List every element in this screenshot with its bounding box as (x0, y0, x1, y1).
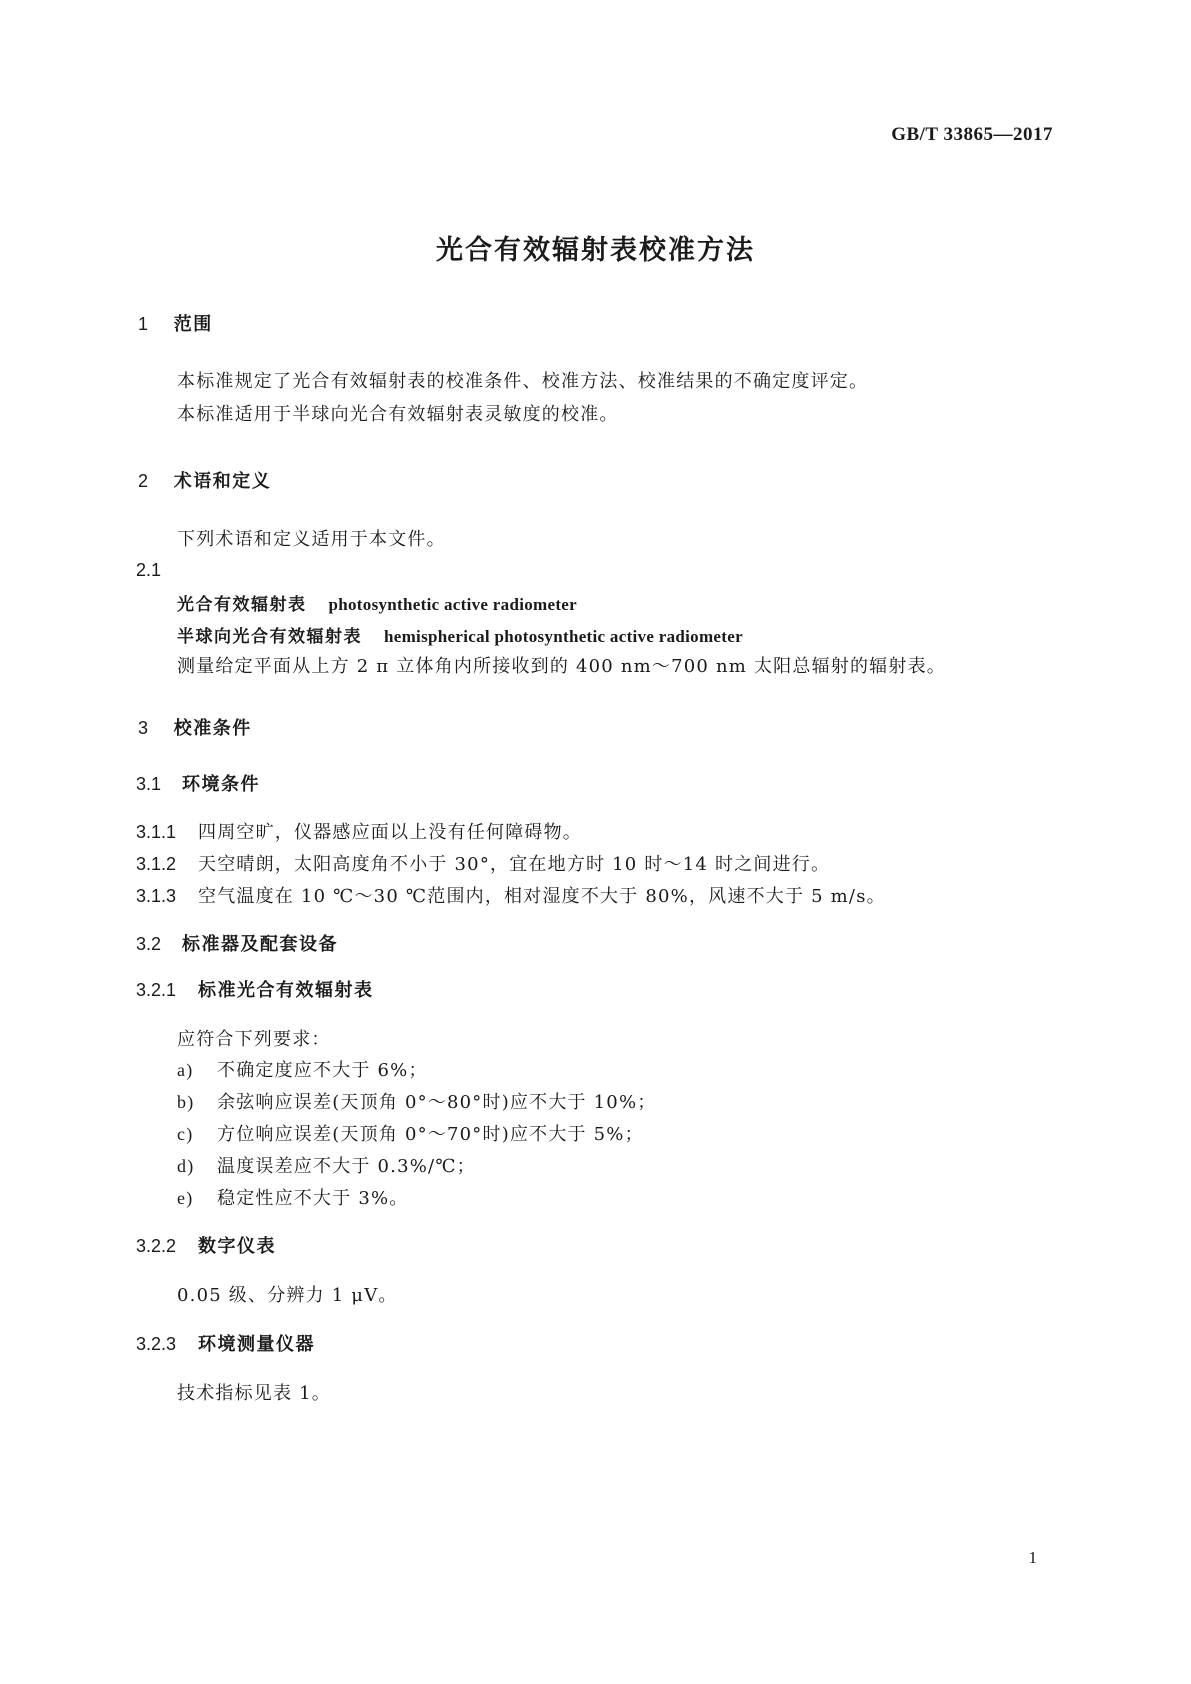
paragraph: 下列术语和定义适用于本文件。 (177, 529, 446, 550)
paragraph: 本标准适用于半球向光合有效辐射表灵敏度的校准。 (177, 404, 619, 425)
clause-3-1-1 (136, 818, 582, 844)
subsection-3-2-heading (136, 930, 338, 956)
section-1-heading (138, 310, 213, 336)
section-number: 1 (138, 314, 149, 334)
term-chinese: 半球向光合有效辐射表 (177, 627, 362, 647)
list-text: 稳定性应不大于 3%。 (217, 1188, 409, 1209)
list-item (177, 1088, 656, 1114)
term-entry (177, 590, 577, 615)
term-definition: 测量给定平面从上方 2 π 立体角内所接收到的 400 nm～700 nm 太阳总辐射的辐射表。 (177, 656, 946, 677)
list-item (177, 1120, 644, 1146)
section-title: 校准条件 (173, 718, 252, 739)
section-title: 范围 (173, 314, 213, 335)
section-title: 环境条件 (182, 774, 260, 795)
clause-number: 3.2.2 (136, 1236, 177, 1256)
clause-number: 3.1.3 (136, 886, 177, 906)
section-title: 术语和定义 (173, 471, 272, 492)
clause-3-1-3 (136, 882, 886, 908)
list-text: 余弦响应误差(天顶角 0°～80°时)应不大于 10%； (217, 1092, 657, 1113)
list-text: 方位响应误差(天顶角 0°～70°时)应不大于 5%； (217, 1124, 644, 1145)
subsection-3-1-heading (136, 770, 260, 796)
section-number: 3.1 (136, 774, 162, 794)
section-title: 数字仪表 (198, 1236, 276, 1257)
clause-number: 3.1.2 (136, 854, 177, 874)
clause-number: 3.2.1 (136, 980, 177, 1000)
term-english: hemispherical photosynthetic active radiometer (384, 627, 743, 646)
list-marker: b) (177, 1092, 195, 1112)
clause-3-1-2 (136, 850, 830, 876)
section-title: 环境测量仪器 (198, 1334, 315, 1355)
clause-text: 四周空旷，仪器感应面以上没有任何障碍物。 (198, 822, 582, 843)
subsection-3-2-2-heading (136, 1232, 276, 1258)
section-number: 3.2 (136, 934, 162, 954)
clause-text: 天空晴朗，太阳高度角不小于 30°，宜在地方时 10 时～14 时之间进行。 (198, 854, 831, 875)
list-marker: e) (177, 1188, 194, 1208)
term-entry (177, 622, 743, 647)
subsection-3-2-3-heading (136, 1330, 315, 1356)
page-number: 1 (1028, 1548, 1037, 1567)
list-item (177, 1152, 476, 1178)
clause-number: 3.1.1 (136, 822, 177, 842)
section-number: 2 (138, 471, 149, 491)
section-title: 标准器及配套设备 (182, 934, 338, 955)
subsection-3-2-1-heading (136, 976, 374, 1002)
list-text: 不确定度应不大于 6%； (217, 1060, 428, 1081)
term-chinese: 光合有效辐射表 (177, 595, 307, 615)
clause-number: 2.1 (136, 560, 162, 580)
list-marker: c) (177, 1124, 194, 1144)
section-number: 3 (138, 718, 149, 738)
section-title: 标准光合有效辐射表 (198, 980, 374, 1001)
list-marker: a) (177, 1060, 194, 1080)
clause-number: 3.2.3 (136, 1334, 177, 1354)
list-marker: d) (177, 1156, 195, 1176)
paragraph: 本标准规定了光合有效辐射表的校准条件、校准方法、校准结果的不确定度评定。 (177, 371, 869, 392)
document-title: 光合有效辐射表校准方法 (436, 235, 755, 266)
clause-text: 空气温度在 10 ℃～30 ℃范围内，相对湿度不大于 80%，风速不大于 5 m/s。 (198, 886, 886, 907)
section-3-heading (138, 714, 252, 740)
paragraph: 0.05 级、分辨力 1 μV。 (177, 1285, 398, 1306)
list-item (177, 1056, 428, 1082)
list-item (177, 1184, 408, 1210)
standard-number: GB/T 33865—2017 (891, 124, 1053, 145)
paragraph: 技术指标见表 1。 (177, 1383, 331, 1404)
section-2-heading (138, 467, 271, 493)
term-english: photosynthetic active radiometer (328, 595, 577, 614)
list-text: 温度误差应不大于 0.3%/℃； (217, 1156, 476, 1177)
paragraph: 应符合下列要求： (177, 1029, 331, 1050)
